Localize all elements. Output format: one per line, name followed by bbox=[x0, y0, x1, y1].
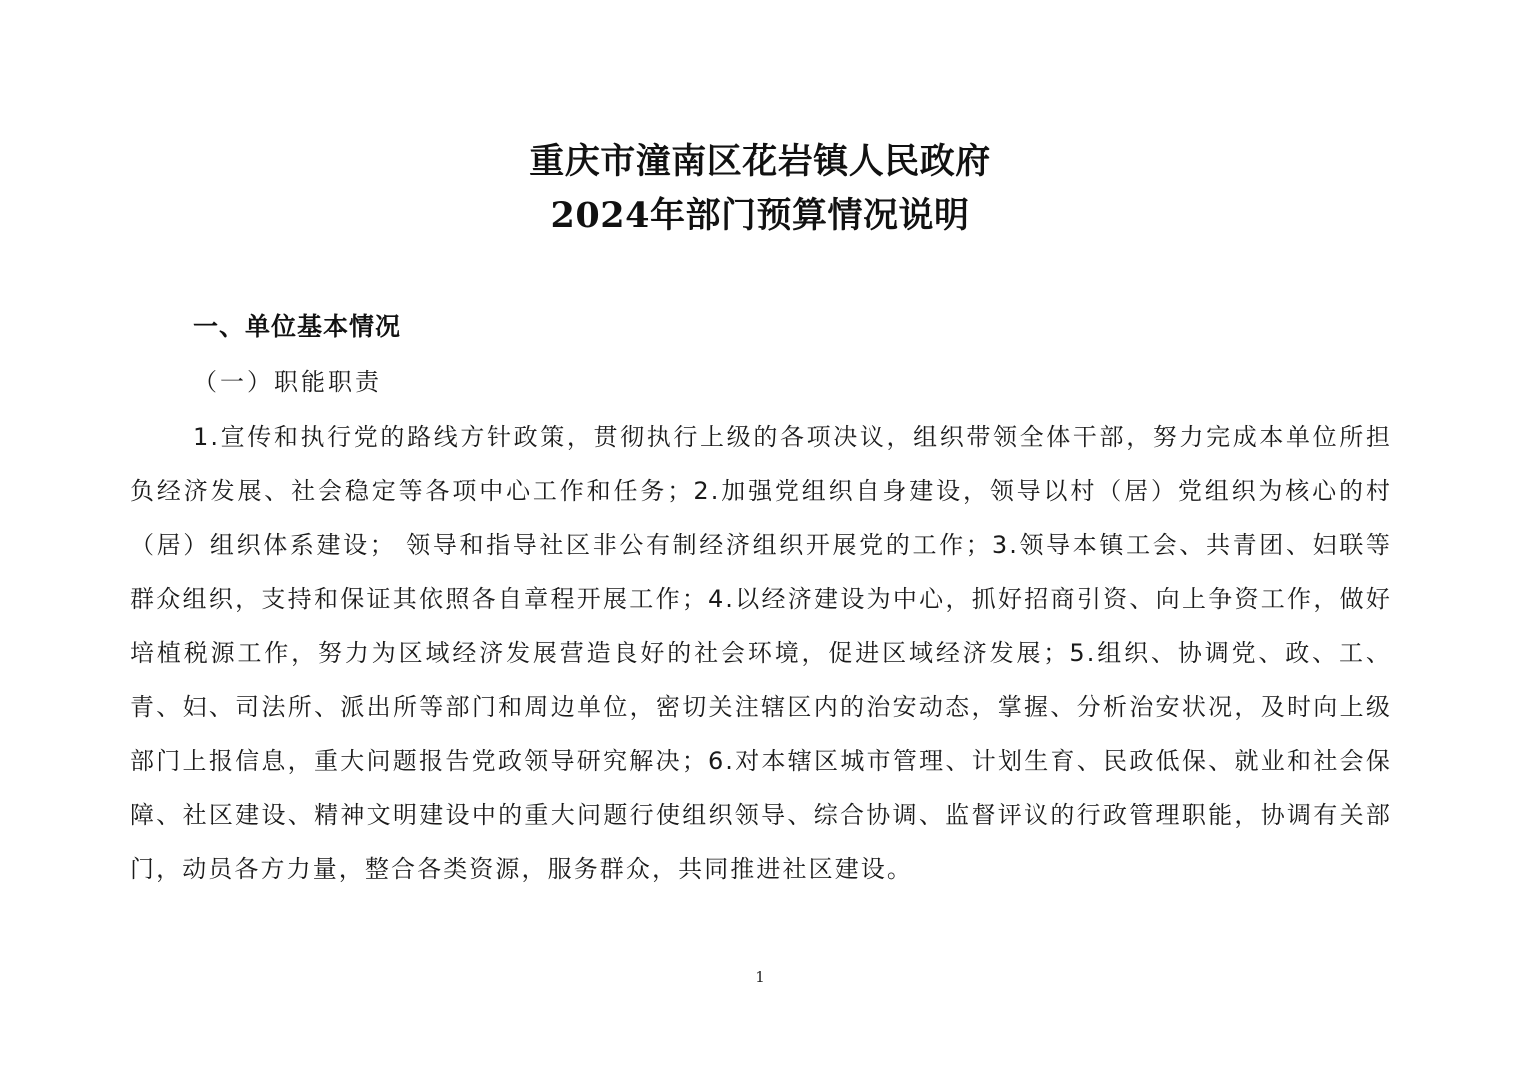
subsection-heading: （一）职能职责 bbox=[193, 368, 382, 396]
body-paragraph: 1.宣传和执行党的路线方针政策，贯彻执行上级的各项决议，组织带领全体干部，努力完成本单位所担负经济发展、社会稳定等各项中心工作和任务；2.加强党组织自身建设，领导以村（居）党组织为核心的村（居）组织体系建设； 领导和指导社区非公有制经济组织开展党的工作；3.领导本镇工会、共青团、妇联等群众组织，支持和保证其依照各自章程开展工作；4.以经济建设为中心，抓好招商引资、向上争资工作，做好培植税源工作，努力为区域经济发展营造良好的社会环境，促进区域经济发展；5.组织、协调党、政、工、青、妇、司法所、派出所等部门和周边单位，密切关注辖区内的治安动态，掌握、分析治安状况，及时向上级部门上报信息，重大问题报告党政领导研究解决；6.对本辖区城市管理、计划生育、民政低保、就业和社会保障、社区建设、精神文明建设中的重大问题行使组织领导、综合协调、监督评议的行政管理职能，协调有关部门，动员各方力量，整合各类资源，服务群众，共同推进社区建设。 bbox=[130, 423, 1392, 883]
page-number: 1 bbox=[755, 968, 765, 986]
document-title-line1: 重庆市潼南区花岩镇人民政府 bbox=[529, 141, 991, 182]
section-heading: 一、单位基本情况 bbox=[193, 312, 402, 341]
document-title-line2: 2024年部门预算情况说明 bbox=[550, 195, 970, 236]
